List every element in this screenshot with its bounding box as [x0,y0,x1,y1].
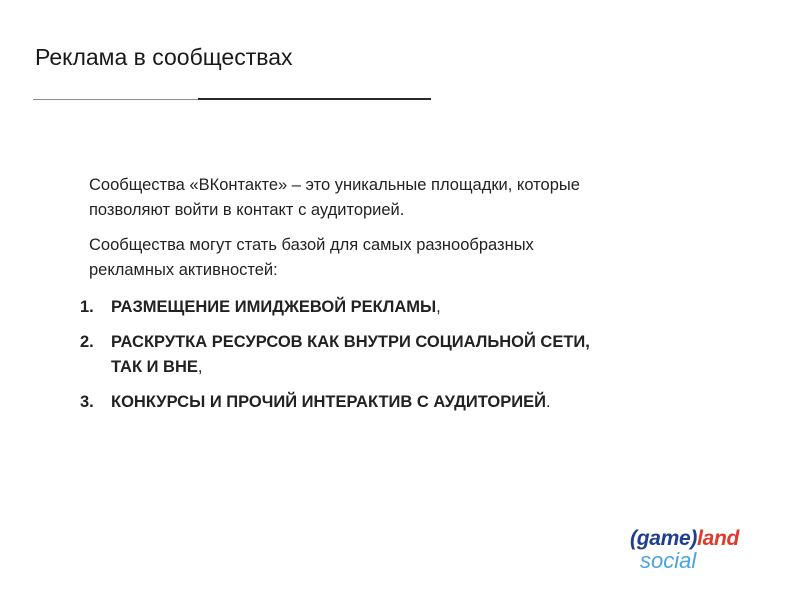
list-item [81,390,729,415]
paragraph-purpose [89,233,729,283]
list-item-number: 2. [80,333,94,351]
list-item-punct: , [197,358,203,376]
slide-body [80,173,729,425]
list-item-text: ТАК И ВНЕ [111,358,198,376]
list-item [81,330,729,380]
paragraph-purpose-line-2: рекламных активностей: [89,261,278,279]
paragraph-intro [89,173,729,223]
logo-word-land: land [697,527,740,550]
slide-title: Реклама в сообществах [35,44,293,70]
logo-word-game: game [636,527,691,550]
logo-social: social [640,548,697,573]
paragraph-intro-line-2: позволяют войти в контакт с аудиторией. [89,201,405,219]
list-item-punct: . [545,393,551,411]
title-underline-thin [33,99,198,100]
title-underline-thick [198,98,431,100]
list-item-text: РАСКРУТКА РЕСУРСОВ КАК ВНУТРИ СОЦИАЛЬНОЙ СЕТИ, [111,333,590,351]
paragraph-purpose-line-1: Сообщества могут стать базой для самых разнообразных [89,236,534,254]
list-item-text: РАЗМЕЩЕНИЕ ИМИДЖЕВОЙ РЕКЛАМЫ [111,298,437,316]
activity-list [80,295,729,415]
list-item-number: 3. [80,393,94,411]
list-item-number: 1. [80,298,94,316]
logo-open-paren: ( [630,527,637,550]
paragraph-intro-line-1: Сообщества «ВКонтакте» – это уникальные площадки, которые [89,176,580,194]
list-item-text: КОНКУРСЫ И ПРОЧИЙ ИНТЕРАКТИВ С АУДИТОРИЕЙ [111,393,546,411]
list-item-punct: , [436,298,441,316]
logo-close-paren: ) [690,527,698,550]
list-item [81,295,729,320]
gameland-social-logo [630,527,770,577]
